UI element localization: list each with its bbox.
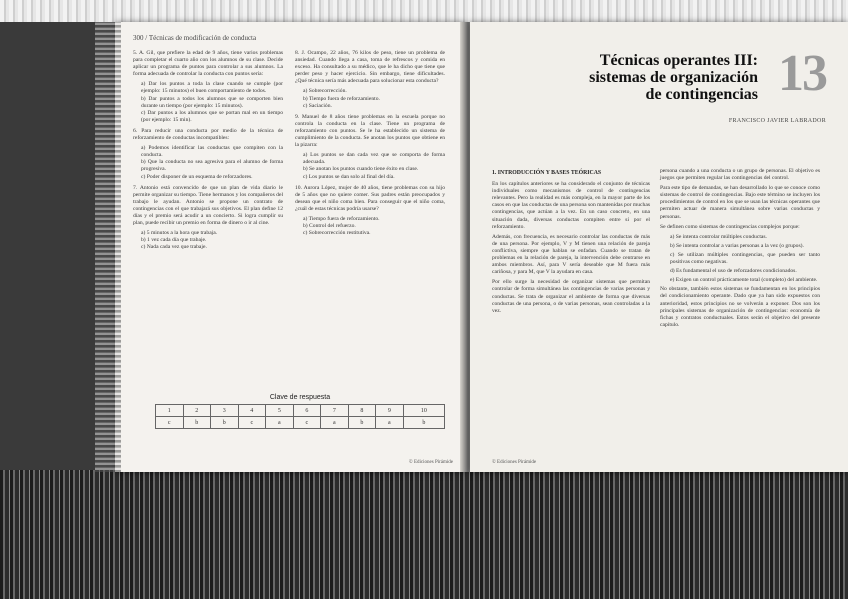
option: b) Dar puntos a todos los alumnos que se comporten bien durante un tiempo (por ejemplo: 15 minutos). — [141, 95, 283, 109]
option: b) Se anotan los puntos cuando tiene éxito en clase. — [303, 166, 419, 173]
list-item: d) Es fundamental el uso de reforzadores condicionados. — [670, 268, 797, 275]
table-cell: 6 — [293, 405, 321, 417]
chapter-author: FRANCISCO JAVIER LABRADOR — [728, 118, 826, 124]
chapter-number: 13 — [778, 45, 826, 102]
right-footer: © Ediciones Pirámide — [492, 460, 537, 465]
table-cell: 2 — [183, 405, 211, 417]
table-cell: c — [238, 417, 266, 429]
list-item: b) Se intenta controlar a varias personas a la vez (o grupos). — [670, 242, 804, 249]
option: c) Poder disponer de un esquema de reforzadores. — [141, 173, 253, 180]
paragraph: Se definen como sistemas de contingencias complejos porque: — [660, 223, 800, 230]
option: a) 5 minutos a la hora que trabaja. — [141, 230, 218, 237]
paragraph: Para este tipo de demandas, se han desarrollado lo que se conoce como sistemas de control de contingencias. Bajo este término se incluyen los procedimientos de control en los que se usan las técnicas operantes que permiten actuar de manera simultánea sobre varias conductas y personas. — [660, 185, 820, 220]
question-7: 7. Antonio está convencido de que un plan de vida diario le permite organizar su tiempo. Tiene hermanos y los compañeros del trabajo le ayudan. Antonio se propone un contrato de contingencias con el que trabajará sus objetivos. El plan define 12 días y el premio será acudir a un concierto. Si logra cumplir su plan, puede recibir un premio en forma de dinero o ir al cine. a) 5 minutos a la hora que trabaja. b) 1 vez cada día que trabaje. c) Nada cada vez que trabaje. — [133, 184, 283, 251]
chapter-title-line: sistemas de organización — [589, 69, 758, 86]
table-cell: 4 — [238, 405, 266, 417]
question-9: 9. Manuel de 8 años tiene problemas en la escuela porque no controla la conducta en la clase. Tiene un programa de reforzamiento con puntos. Se le ha establecido un sistema de cumplimiento de la conducta. Se anotan los puntos que obtiene en la pizarra: a) Los puntos se dan cada vez que se comporta de forma adecuada. b) Se anotan los puntos cuando tiene éxito en clase. c) Los puntos se dan solo al final del día. — [295, 113, 445, 180]
option: b) Que la conducta no sea agresiva para el alumno de forma progresiva. — [141, 159, 283, 173]
feature-list — [660, 234, 820, 285]
right-col-1 — [492, 170, 650, 318]
table-cell: b — [211, 417, 239, 429]
chapter-title — [589, 52, 758, 103]
table-cell: b — [183, 417, 211, 429]
option: a) Dar los puntos a toda la clase cuando se cumple (por ejemplo: 15 minutos) el buen comportamiento de todos. — [141, 81, 283, 95]
left-page — [115, 22, 467, 472]
table-cell: c — [293, 417, 321, 429]
paragraph: Además, con frecuencia, es necesario controlar las conductas de más de una persona. Por ejemplo, V y M tienen una relación de pareja conflictiva, siempre que hablan se enfadan. Cuando se tratan de problemas en la relación de pareja, la intervención debe centrarse en ambos miembros. Así, para V sería deseable que M fuera más cariñosa, y para M, que V la ayudara en casa. — [492, 233, 650, 276]
table-cell: 8 — [348, 405, 376, 417]
option: c) Nada cada vez que trabaje. — [141, 244, 207, 251]
question-10: 10. Aurora López, mujer de 40 años, tiene problemas con su hijo de 5 años que no quiere comer. Sus padres están preocupados y desean que el niño coma bien. Para conseguir que el niño coma, ¿cuál de estas técnicas podría usarse? a) Tiempo fuera de reforzamiento. b) Control del refuerzo. c) Sobrecorrección restitutiva. — [295, 184, 445, 237]
option: b) Control del refuerzo. — [303, 223, 356, 230]
right-page — [470, 22, 848, 472]
option: a) Sobrecorrección. — [303, 88, 347, 95]
list-item: a) Se intenta controlar múltiples conductas. — [670, 233, 767, 240]
table-cell: b — [403, 417, 444, 429]
section-heading: 1. INTRODUCCIÓN Y BASES TEÓRICAS — [492, 170, 602, 176]
table-cell: a — [376, 417, 404, 429]
chapter-title-line: de contingencias — [645, 86, 758, 103]
chapter-title-line: Técnicas operantes III: — [599, 52, 758, 69]
table-cell: 3 — [211, 405, 239, 417]
answer-key-table — [155, 404, 445, 429]
list-item: e) Exigen un control prácticamente total (completo) del ambiente. — [670, 277, 818, 284]
option: b) Tiempo fuera de reforzamiento. — [303, 95, 380, 102]
option: c) Los puntos se dan solo al final del día. — [303, 173, 395, 180]
table-cell: 1 — [156, 405, 184, 417]
table-cell: 9 — [376, 405, 404, 417]
option: c) Sobrecorrección restitutiva. — [303, 230, 371, 237]
question-8: 8. J. Ocampo, 22 años, 76 kilos de peso, tiene un problema de ansiedad. Cuando llega a casa, toma de refrescos y comida en exceso. Ha consultado a su médico, que le ha dicho que tiene que perder peso y hacer ejercicio. Sin embargo, tiene dificultades. ¿Qué técnica sería más adecuada para solucionar esta conducta? a) Sobrecorrección. b) Tiempo fuera de reforzamiento. c) Saciación. — [295, 50, 446, 109]
option: b) 1 vez cada día que trabaje. — [141, 237, 207, 244]
left-footer: © Ediciones Pirámide — [408, 460, 453, 465]
table-cell: a — [266, 417, 294, 429]
question-6: 6. Para reducir una conducta por medio de la técnica de reforzamiento de conductas incompatibles: a) Podemos identificar las conductas que compiten con la conducta. b) Que la conducta no sea agresiva para el alumno de forma progresiva. c) Poder disponer de un esquema de reforzadores. — [133, 127, 283, 180]
left-col-1 — [133, 50, 283, 255]
table-cell: 7 — [321, 405, 349, 417]
table-row — [156, 405, 445, 417]
table-cell: 5 — [266, 405, 294, 417]
right-col-2 — [660, 168, 820, 332]
question-5: 5. A. Gil, que prefiere la edad de 9 años, tiene varios problemas para completar el cuarto año con los alumnos de su clase. Decide aplicar un programa de puntos para controlar a sus alumnos. La forma adecuada de controlar la conducta con puntos sería: a) Dar los puntos a toda la clase cuando se cumple (por ejemplo: 15 minutos) el buen comportamiento de todos. b) Dar puntos a todos los alumnos que se comporten bien durante un tiempo (por ejemplo: 15 minutos). c) Dar puntos a los alumnos que se portan mal en un tiempo (por ejemplo: 15 min). — [133, 50, 283, 123]
table-cell: a — [321, 417, 349, 429]
paragraph: No obstante, también estos sistemas se fundamentan en los principios del condicionamiento operante. Dado que ya han sido expuestos con anterioridad, estos principios no se volverán a exponer. Dos son los principales sistemas de organización de contingencias: economía de fichas y contratos conductuales. Estos serán el objetivo del presente capítulo. — [660, 286, 820, 328]
option: a) Podemos identificar las conductas que compiten con la conducta. — [141, 145, 283, 159]
paragraph: Por ello surge la necesidad de organizar sistemas que permitan controlar de forma simultánea las contingencias de varias personas y conductas. Se trata de organizar el ambiente de forma que diversas conductas de una persona, o de varias personas, sean controladas a la vez. — [492, 279, 650, 314]
option: a) Los puntos se dan cada vez que se comporta de forma adecuada. — [303, 152, 445, 166]
table-row — [156, 417, 445, 429]
paragraph: En los capítulos anteriores se ha considerado el conjunto de técnicas individuales como mecanismos de control de contingencias relevantes. Pero la realidad es más compleja, en la mayor parte de los casos en que las conductas de una persona son mantenidas por muchas contingencias, que actúan a la vez. En un caso concreto, en una situación dada, diversas conductas compiten entre sí por el reforzamiento. — [492, 181, 650, 230]
left-col-2 — [295, 50, 445, 241]
option: a) Tiempo fuera de reforzamiento. — [303, 215, 380, 222]
answer-key — [155, 394, 445, 429]
paragraph: persona cuando a una conducta o un grupo de personas. El objetivo es juegos que permiten regular las contingencias del control. — [660, 168, 820, 182]
scan-noise-bottom — [0, 470, 848, 599]
option: c) Saciación. — [303, 102, 332, 109]
table-cell: c — [156, 417, 184, 429]
list-item: c) Se utilizan múltiples contingencias, que pueden ser tanto positivas como negativas. — [670, 251, 820, 266]
answer-key-title: Clave de respuesta — [269, 394, 331, 401]
table-cell: 10 — [403, 405, 444, 417]
page-header: 300 / Técnicas de modificación de conducta — [133, 34, 257, 42]
scan-edge-left — [95, 22, 121, 472]
option: c) Dar puntos a los alumnos que se portan mal en un tiempo (por ejemplo: 15 min). — [141, 109, 283, 123]
scan-top-strip — [0, 0, 848, 22]
table-cell: b — [348, 417, 376, 429]
